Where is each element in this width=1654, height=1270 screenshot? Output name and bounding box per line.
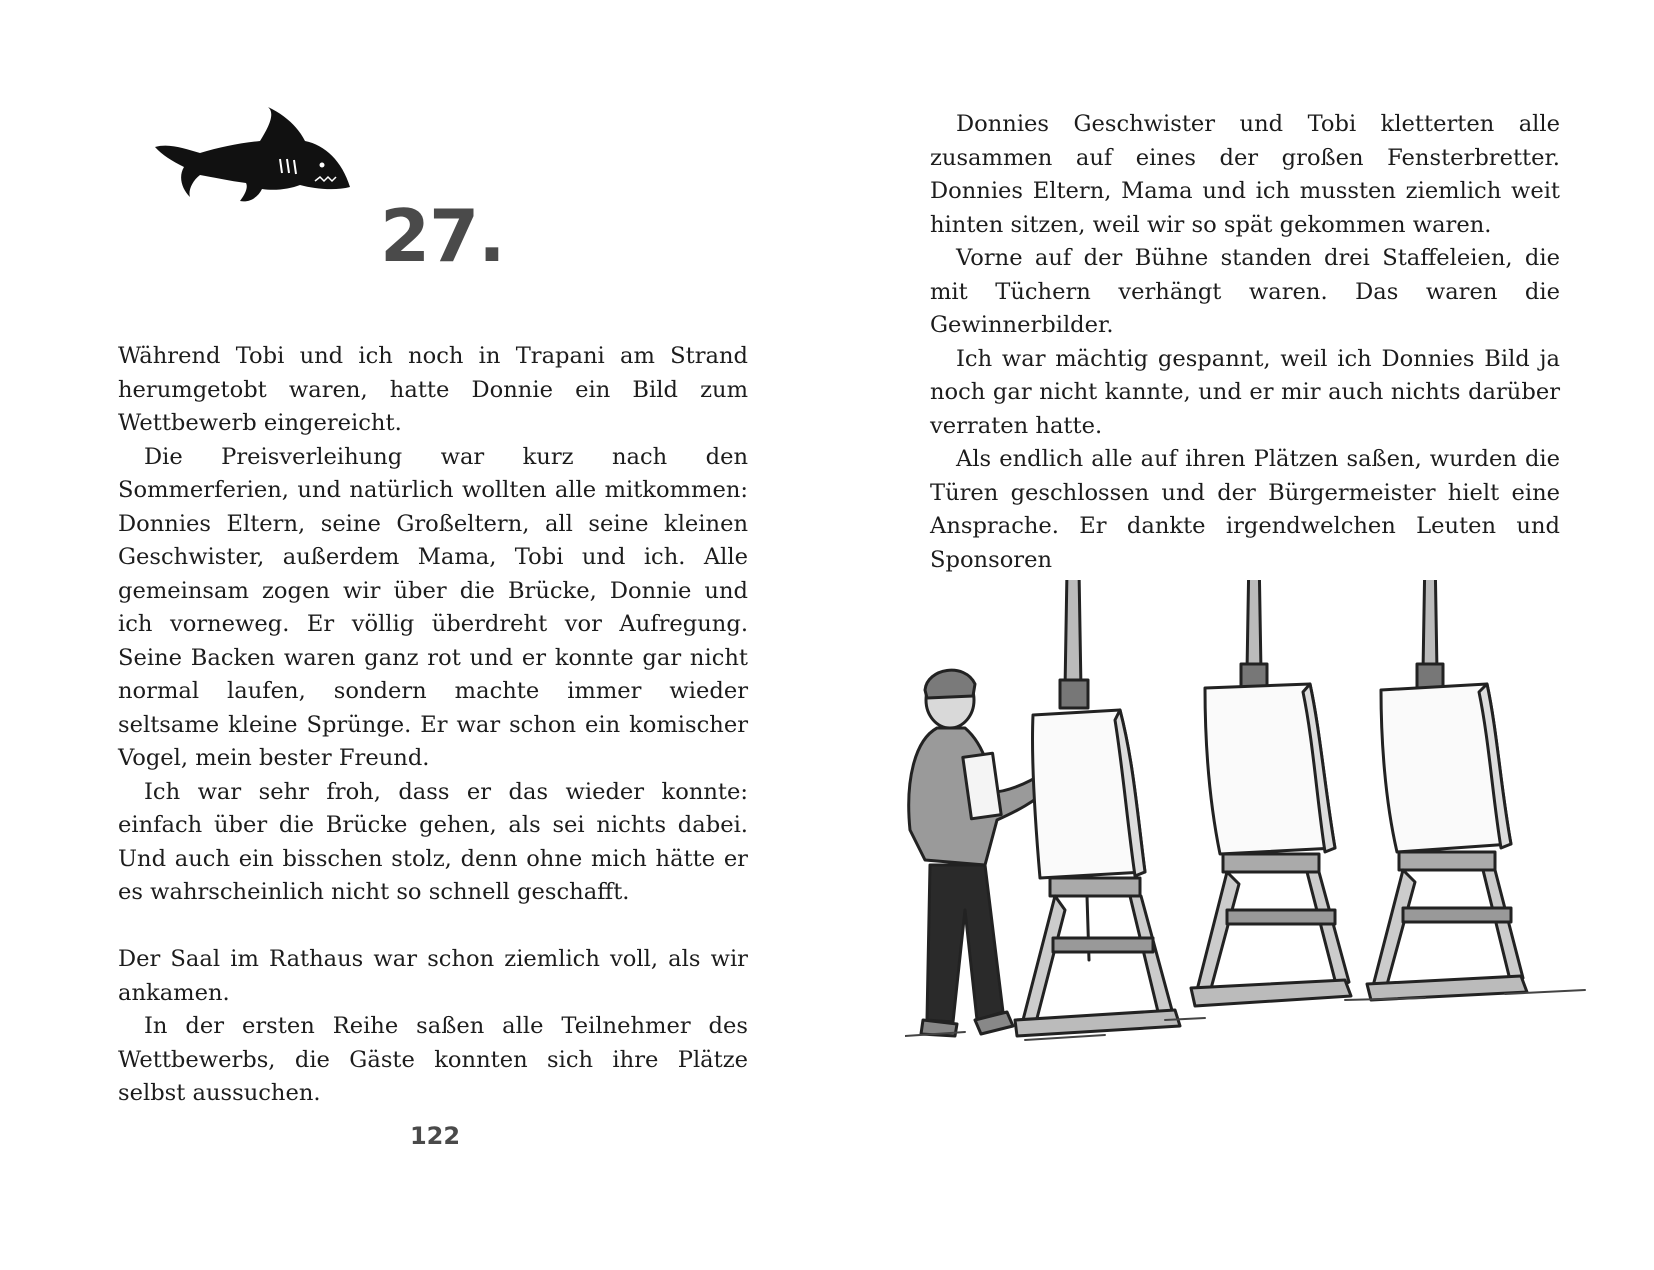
paragraph: Während Tobi und ich noch in Trapani am Strand herumgetobt waren, hatte Donnie ein Bild zum Wettbewerb eingereicht. (118, 343, 748, 436)
easels-illustration (905, 580, 1605, 1110)
easel-2 (1191, 580, 1351, 1006)
easel-1 (1015, 580, 1180, 1036)
paragraph: In der ersten Reihe saßen alle Teilnehmer des Wettbewerbs, die Gäste konnten sich ihre Plätze selbst aussuchen. (118, 1013, 748, 1106)
paragraph: Ich war mächtig gespannt, weil ich Donnies Bild ja noch gar nicht kannte, und er mir auch nichts darüber verraten hatte. (930, 345, 1560, 439)
paragraph: Der Saal im Rathaus war schon ziemlich voll, als wir ankamen. (118, 946, 748, 1006)
right-body-text (930, 108, 1560, 577)
shark-icon (150, 105, 360, 215)
left-body-text (118, 340, 748, 1111)
paragraph: Als endlich alle auf ihren Plätzen saßen, wurden die Türen geschlossen und der Bürgermeister hielt eine Ansprache. Er dankte irgendwelchen Leuten und Sponsoren (930, 446, 1560, 573)
chapter-number: 27. (380, 194, 505, 278)
page-number: 122 (409, 1122, 461, 1150)
paragraph: Vorne auf der Bühne standen drei Staffeleien, die mit Tüchern verhängt waren. Das waren die Gewinnerbilder. (930, 245, 1560, 338)
paragraph: Ich war sehr froh, dass er das wieder konnte: einfach über die Brücke gehen, als sei nichts dabei. Und auch ein bisschen stolz, denn ohne mich hätte er es wahrscheinlich nicht so schnell geschafft. (118, 778, 748, 905)
paragraph: Die Preisverleihung war kurz nach den Sommerferien, und natürlich wollten alle mitkommen: Donnies Eltern, seine Großeltern, all seine kleinen Geschwister, außerdem Mama, Tobi und ich. Alle gemeinsam zogen wir über die Brücke, Donnie und ich vorneweg. Er völlig überdreht vor Aufregung. Seine Backen waren ganz rot und er konnte gar nicht normal laufen, sondern machte immer wieder seltsame kleine Sprünge. Er war schon ein komischer Vogel, mein bester Freund. (118, 443, 748, 771)
paragraph: Donnies Geschwister und Tobi kletterten alle zusammen auf eines der großen Fensterbretter. Donnies Eltern, Mama und ich mussten ziemlich weit hinten sitzen, weil wir so spät gekommen waren. (930, 111, 1560, 238)
easel-3 (1367, 580, 1527, 1000)
